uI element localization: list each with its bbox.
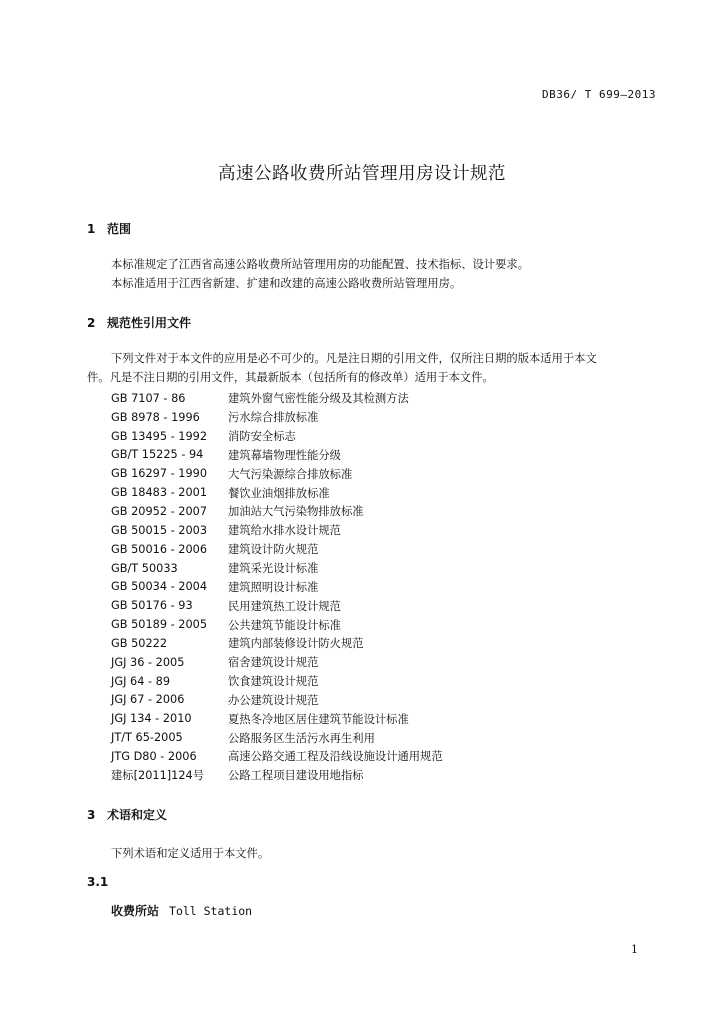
reference-code: JGJ 67 - 2006 <box>111 693 185 707</box>
section-3-intro: 下列术语和定义适用于本文件。 <box>111 847 270 860</box>
section-2-intro-line: 件。凡是不注日期的引用文件，其最新版本（包括所有的修改单）适用于本文件。 <box>87 371 494 384</box>
reference-row <box>111 427 443 446</box>
reference-row <box>111 596 443 615</box>
reference-row <box>111 483 443 502</box>
section-title: 术语和定义 <box>107 808 168 822</box>
reference-code: JGJ 134 - 2010 <box>111 712 192 726</box>
reference-name: 餐饮业油烟排放标准 <box>228 486 330 500</box>
reference-row <box>111 728 443 747</box>
reference-code: GB 50176 - 93 <box>111 599 193 613</box>
section-number: 3 <box>87 808 96 822</box>
reference-name: 建筑给水排水设计规范 <box>228 524 341 538</box>
reference-row <box>111 653 443 672</box>
reference-row <box>111 577 443 596</box>
term-chinese: 收费所站 <box>111 904 160 918</box>
reference-row <box>111 672 443 691</box>
page-number: 1 <box>631 943 638 956</box>
reference-code: GB/T 50033 <box>111 561 178 575</box>
reference-row <box>111 540 443 559</box>
term-english: Toll Station <box>169 904 253 918</box>
reference-name: 加油站大气污染物排放标准 <box>228 505 364 519</box>
reference-code: GB 50222 <box>111 636 168 650</box>
term-heading <box>111 902 252 919</box>
reference-code: GB 50015 - 2003 <box>111 523 208 537</box>
reference-name: 民用建筑热工设计规范 <box>228 599 341 613</box>
section-3-heading <box>87 806 167 823</box>
reference-code: GB 13495 - 1992 <box>111 429 208 443</box>
reference-name: 宿舍建筑设计规范 <box>228 656 319 670</box>
reference-name: 饮食建筑设计规范 <box>228 675 319 689</box>
reference-code: GB 50016 - 2006 <box>111 542 208 556</box>
reference-name: 建筑设计防火规范 <box>228 543 319 557</box>
reference-code: GB 50034 - 2004 <box>111 580 208 594</box>
reference-code: JGJ 64 - 89 <box>111 674 171 688</box>
reference-row <box>111 521 443 540</box>
reference-row <box>111 634 443 653</box>
reference-list <box>111 389 443 785</box>
section-title: 规范性引用文件 <box>107 316 192 330</box>
reference-name: 建筑外窗气密性能分级及其检测方法 <box>228 392 409 406</box>
reference-name: 建筑照明设计标准 <box>228 580 319 594</box>
reference-name: 夏热冬冷地区居住建筑节能设计标准 <box>228 712 409 726</box>
standard-code: DB36/ T 699—2013 <box>542 88 656 101</box>
reference-name: 办公建筑设计规范 <box>228 693 319 707</box>
reference-name: 公路工程项目建设用地指标 <box>228 769 364 783</box>
reference-row <box>111 408 443 427</box>
reference-row <box>111 559 443 578</box>
reference-code: 建标[2011]124号 <box>111 769 205 783</box>
section-1-paragraph: 本标准规定了江西省高速公路收费所站管理用房的功能配置、技术指标、设计要求。 <box>111 258 529 271</box>
reference-code: GB 20952 - 2007 <box>111 504 208 518</box>
reference-code: GB 8978 - 1996 <box>111 410 200 424</box>
reference-code: JGJ 36 - 2005 <box>111 655 185 669</box>
reference-row <box>111 446 443 465</box>
reference-row <box>111 709 443 728</box>
section-2-heading <box>87 314 191 331</box>
reference-code: JTG D80 - 2006 <box>111 749 197 763</box>
reference-code: GB 50189 - 2005 <box>111 618 208 632</box>
reference-name: 大气污染源综合排放标准 <box>228 467 353 481</box>
section-1-paragraph: 本标准适用于江西省新建、扩建和改建的高速公路收费所站管理用房。 <box>111 277 462 290</box>
reference-code: GB 16297 - 1990 <box>111 467 208 481</box>
section-title: 范围 <box>107 222 132 236</box>
reference-name: 建筑幕墙物理性能分级 <box>228 448 341 462</box>
reference-code: GB/T 15225 - 94 <box>111 448 204 462</box>
reference-row <box>111 615 443 634</box>
reference-row <box>111 502 443 521</box>
section-1-heading <box>87 220 131 237</box>
section-2-intro-line: 下列文件对于本文件的应用是必不可少的。凡是注日期的引用文件，仅所注日期的版本适用于本文 <box>111 352 597 365</box>
reference-name: 建筑内部装修设计防火规范 <box>228 637 364 651</box>
reference-row <box>111 691 443 710</box>
section-number: 2 <box>87 316 96 330</box>
section-number: 1 <box>87 222 96 236</box>
reference-code: GB 18483 - 2001 <box>111 486 208 500</box>
reference-row <box>111 389 443 408</box>
document-title: 高速公路收费所站管理用房设计规范 <box>218 164 506 184</box>
subsection-number: 3.1 <box>87 875 109 889</box>
reference-name: 高速公路交通工程及沿线设施设计通用规范 <box>228 750 443 764</box>
reference-row <box>111 747 443 766</box>
reference-name: 建筑采光设计标准 <box>228 562 319 576</box>
reference-name: 公路服务区生活污水再生利用 <box>228 731 375 745</box>
reference-code: JT/T 65-2005 <box>111 731 183 745</box>
reference-name: 公共建筑节能设计标准 <box>228 618 341 632</box>
reference-row <box>111 464 443 483</box>
reference-name: 消防安全标志 <box>228 430 296 444</box>
reference-code: GB 7107 - 86 <box>111 391 186 405</box>
reference-row <box>111 766 443 785</box>
reference-name: 污水综合排放标准 <box>228 411 319 425</box>
